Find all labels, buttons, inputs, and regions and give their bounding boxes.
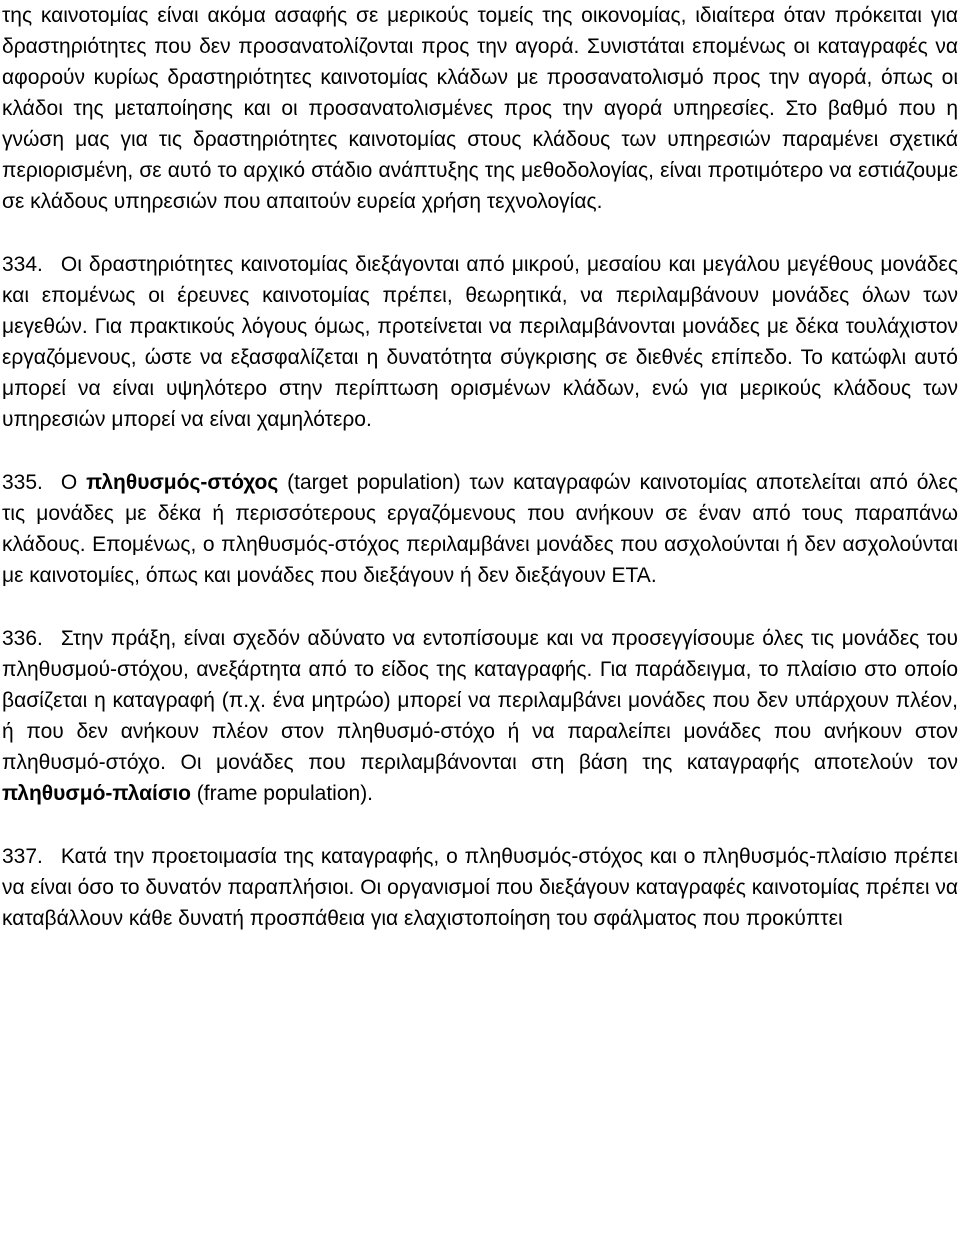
paragraph-text: Κατά την προετοιμασία της καταγραφής, ο πληθυσμός-στόχος και ο πληθυσμός-πλαίσιο πρέπει να είναι όσο το δυνατόν παραπλήσιοι. Οι οργανισμοί που διεξάγουν καταγραφές καινοτομίας πρέπει να καταβάλλουν κάθε δυνατή προσπάθεια για ελαχιστοποίηση του σφάλματος που προκύπτει	[2, 845, 958, 930]
paragraph-334	[2, 249, 958, 435]
paragraph-tail: (frame population).	[196, 782, 374, 805]
bold-term-target-population: πληθυσμός-στόχος	[86, 471, 279, 494]
paragraph-number: 334.	[2, 253, 43, 276]
paragraph-number: 336.	[2, 627, 43, 650]
bold-term-frame-population: πληθυσμό-πλαίσιο	[2, 782, 191, 805]
paragraph-336	[2, 623, 958, 809]
paragraph-335	[2, 467, 958, 591]
paragraph-text: της καινοτομίας είναι ακόμα ασαφής σε μερικούς τομείς της οικονομίας, ιδιαίτερα όταν πρόκειται για δραστηριότητες που δεν προσανατολίζονται προς την αγορά. Συνιστάται επομένως οι καταγραφές να αφορούν κυρίως δραστηριότητες καινοτομίας κλάδων με προσανατολισμό προς την αγορά, όπως οι κλάδοι της μεταποίησης και οι προσανατολισμένες προς την αγορά υπηρεσίες. Στο βαθμό που η γνώση μας για τις δραστηριότητες καινοτομίας στους κλάδους των υπηρεσιών παραμένει σχετικά περιορισμένη, σε αυτό το αρχικό στάδιο ανάπτυξης της μεθοδολογίας, είναι προτιμότερο να εστιάζουμε σε κλάδους υπηρεσιών που απαιτούν ευρεία χρήση τεχνολογίας.	[2, 4, 958, 213]
paragraph-number: 335.	[2, 471, 43, 494]
paragraph-text: (target population) των καταγραφών καινοτομίας αποτελείται από όλες τις μονάδες με δέκα ή περισσότερους εργαζόμενους που ανήκουν σε έναν από τους παραπάνω κλάδους. Επομένως, ο πληθυσμός-στόχος περιλαμβάνει μονάδες που ασχολούνται ή δεν ασχολούνται με καινοτομίες, όπως και μονάδες που διεξάγουν ή δεν διεξάγουν ΕΤΑ.	[2, 471, 959, 587]
paragraph-text: Στην πράξη, είναι σχεδόν αδύνατο να εντοπίσουμε και να προσεγγίσουμε όλες τις μονάδες του πληθυσμού-στόχου, ανεξάρτητα από το είδος της καταγραφής. Για παράδειγμα, το πλαίσιο στο οποίο βασίζεται η καταγραφή (π.χ. ένα μητρώο) μπορεί να περιλαμβάνει μονάδες που δεν υπάρχουν πλέον, ή που δεν ανήκουν πλέον στον πληθυσμό-στόχο ή να παραλείπει μονάδες που ανήκουν στον πληθυσμό-στόχο. Οι μονάδες που περιλαμβάνονται στη βάση της καταγραφής αποτελούν τον	[2, 627, 958, 774]
paragraph-lead: Ο	[60, 471, 78, 494]
paragraph-333-continuation	[2, 0, 958, 217]
paragraph-number: 337.	[2, 845, 43, 868]
paragraph-text: Οι δραστηριότητες καινοτομίας διεξάγονται από μικρού, μεσαίου και μεγάλου μεγέθους μονάδες και επομένως οι έρευνες καινοτομίας πρέπει, θεωρητικά, να περιλαμβάνουν μονάδες όλων των μεγεθών. Για πρακτικούς λόγους όμως, προτείνεται να περιλαμβάνονται μονάδες με δέκα τουλάχιστον εργαζόμενους, ώστε να εξασφαλίζεται η δυνατότητα σύγκρισης σε διεθνές επίπεδο. Το κατώφλι αυτό μπορεί να είναι υψηλότερο στην περίπτωση ορισμένων κλάδων, ενώ για μερικούς κλάδους των υπηρεσιών μπορεί να είναι χαμηλότερο.	[2, 253, 958, 431]
paragraph-337	[2, 841, 958, 934]
